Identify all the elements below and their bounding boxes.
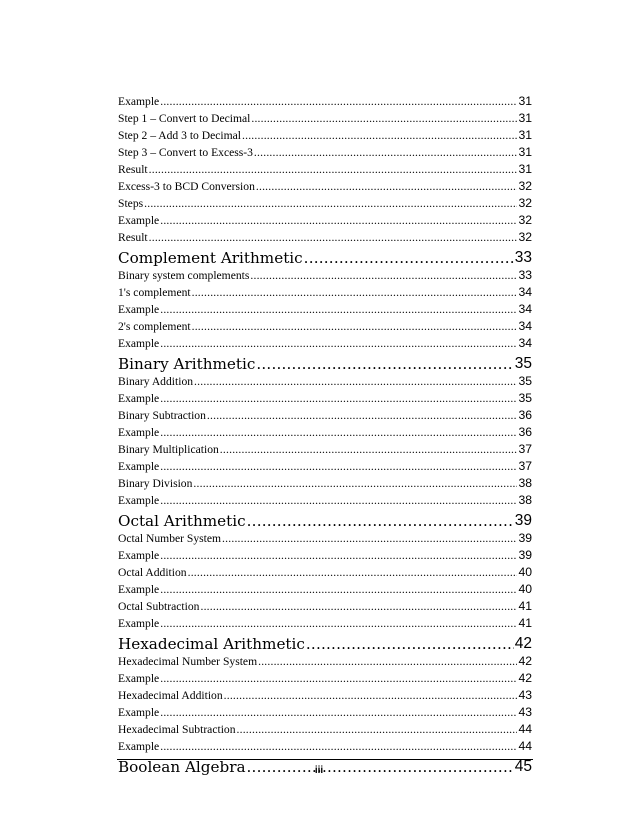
toc-entry-page-number: 36 (518, 424, 532, 439)
toc-entry-title: Example (118, 672, 160, 686)
toc-entry-page-number: 38 (518, 492, 532, 507)
toc-entry-page-number: 41 (518, 615, 532, 630)
toc-entry-page-number: 31 (518, 94, 532, 108)
toc-entry-title: Example (118, 549, 160, 563)
dot-leader (237, 723, 518, 736)
toc-entry-title: Step 1 – Convert to Decimal (118, 111, 251, 125)
dot-leader (160, 426, 517, 439)
toc-entry-page-number: 44 (518, 722, 532, 736)
toc-entry-page-number: 35 (514, 355, 532, 373)
footer-divider (117, 759, 533, 760)
dot-leader (254, 146, 518, 159)
toc-section-entry[interactable] (118, 336, 532, 353)
toc-entry-title: Complement Arithmetic (118, 248, 303, 267)
toc-entry-title: Example (118, 302, 160, 316)
toc-section-entry[interactable] (118, 688, 532, 705)
dot-leader (160, 672, 517, 685)
dot-leader (304, 249, 514, 267)
toc-section-entry[interactable] (118, 722, 532, 739)
toc-entry-page-number: 35 (518, 391, 532, 406)
toc-entry-page-number: 34 (518, 301, 532, 316)
toc-entry-page-number: 32 (518, 229, 532, 244)
toc-entry-title: 1's complement (118, 285, 191, 299)
toc-entry-title: Example (118, 459, 160, 473)
dot-leader (144, 197, 517, 210)
toc-entry-page-number: 34 (518, 318, 532, 333)
toc-entry-page-number: 31 (518, 161, 532, 176)
toc-entry-page-number: 31 (518, 127, 532, 142)
toc-chapter-entry[interactable] (118, 353, 532, 375)
table-of-contents (118, 94, 532, 777)
toc-section-entry[interactable] (118, 94, 532, 111)
dot-leader (192, 320, 518, 333)
toc-section-entry[interactable] (118, 162, 532, 179)
toc-entry-page-number: 33 (518, 267, 532, 282)
toc-entry-page-number: 39 (514, 512, 532, 530)
toc-section-entry[interactable] (118, 616, 532, 633)
toc-entry-title: Binary Division (118, 476, 193, 490)
toc-section-entry[interactable] (118, 476, 532, 493)
toc-entry-page-number: 43 (518, 705, 532, 720)
toc-entry-page-number: 39 (518, 531, 532, 546)
dot-leader (207, 409, 518, 422)
dot-leader (200, 600, 517, 613)
toc-section-entry[interactable] (118, 230, 532, 247)
toc-section-entry[interactable] (118, 145, 532, 162)
dot-leader (160, 460, 517, 473)
toc-entry-page-number: 32 (518, 212, 532, 227)
dot-leader (242, 129, 517, 142)
toc-entry-page-number: 32 (518, 195, 532, 210)
toc-entry-page-number: 42 (518, 654, 532, 669)
dot-leader (160, 337, 517, 350)
toc-entry-page-number: 35 (518, 374, 532, 389)
toc-section-entry[interactable] (118, 128, 532, 145)
dot-leader (160, 95, 517, 108)
toc-entry-title: Binary Subtraction (118, 409, 206, 422)
toc-entry-page-number: 37 (518, 458, 532, 473)
toc-entry-page-number: 45 (514, 758, 532, 776)
toc-entry-page-number: 40 (518, 565, 532, 579)
toc-entry-page-number: 42 (518, 671, 532, 686)
dot-leader (194, 375, 517, 388)
toc-entry-title: Example (118, 95, 160, 108)
toc-entry-title: Hexadecimal Subtraction (118, 723, 236, 736)
toc-entry-title: Hexadecimal Addition (118, 689, 223, 703)
toc-entry-page-number: 43 (518, 688, 532, 703)
toc-entry-title: Example (118, 336, 160, 350)
toc-section-entry[interactable] (118, 268, 532, 285)
dot-leader (160, 706, 517, 719)
toc-entry-title: Example (118, 739, 160, 753)
toc-section-entry[interactable] (118, 705, 532, 722)
toc-entry-title: Boolean Algebra (118, 758, 246, 777)
dot-leader (258, 655, 517, 668)
toc-chapter-entry[interactable] (118, 246, 532, 268)
toc-entry-title: Example (118, 392, 160, 406)
toc-section-entry[interactable] (118, 548, 532, 565)
dot-leader (251, 112, 517, 125)
toc-section-entry[interactable] (118, 196, 532, 213)
toc-entry-title: Octal Arithmetic (118, 512, 246, 531)
dot-leader (149, 163, 518, 176)
toc-entry-page-number: 36 (518, 408, 532, 422)
toc-section-entry[interactable] (118, 493, 532, 510)
toc-entry-page-number: 34 (518, 335, 532, 350)
dot-leader (306, 635, 514, 653)
toc-entry-title: Octal Subtraction (118, 599, 200, 613)
toc-entry-title: Example (118, 616, 160, 630)
toc-entry-title: Binary system complements (118, 268, 250, 282)
toc-entry-title: Excess-3 to BCD Conversion (118, 179, 255, 193)
toc-entry-page-number: 44 (518, 738, 532, 753)
toc-entry-title: Steps (118, 196, 144, 210)
dot-leader (188, 566, 518, 579)
dot-leader (160, 583, 517, 596)
toc-entry-title: Example (118, 425, 160, 439)
toc-section-entry[interactable] (118, 408, 532, 425)
toc-entry-page-number: 40 (518, 581, 532, 596)
dot-leader (224, 689, 518, 702)
toc-entry-page-number: 39 (518, 548, 532, 563)
toc-entry-title: Example (118, 706, 160, 720)
toc-entry-title: Result (118, 230, 148, 244)
toc-section-entry[interactable] (118, 565, 532, 582)
toc-entry-title: Binary Multiplication (118, 442, 219, 456)
toc-entry-title: 2's complement (118, 319, 191, 333)
toc-entry-title: Hexadecimal Arithmetic (118, 635, 305, 654)
toc-entry-page-number: 33 (514, 248, 532, 266)
toc-chapter-entry[interactable] (118, 510, 532, 532)
toc-entry-page-number: 31 (518, 144, 532, 159)
toc-section-entry[interactable] (118, 442, 532, 459)
toc-entry-page-number: 31 (518, 110, 532, 125)
toc-section-entry[interactable] (118, 459, 532, 476)
toc-entry-title: Binary Arithmetic (118, 355, 256, 374)
dot-leader (160, 494, 517, 507)
toc-entry-page-number: 38 (518, 475, 532, 490)
toc-section-entry[interactable] (118, 582, 532, 599)
toc-entry-title: Example (118, 582, 160, 596)
toc-section-entry[interactable] (118, 285, 532, 302)
toc-section-entry[interactable] (118, 654, 532, 671)
toc-entry-title: Octal Number System (118, 532, 222, 546)
dot-leader (160, 617, 517, 630)
toc-entry-page-number: 34 (518, 284, 532, 299)
toc-section-entry[interactable] (118, 599, 532, 616)
toc-entry-title: Result (118, 162, 148, 176)
toc-entry-title: Example (118, 213, 160, 227)
dot-leader (160, 549, 517, 562)
dot-leader (250, 269, 517, 282)
toc-section-entry[interactable] (118, 671, 532, 688)
toc-section-entry[interactable] (118, 425, 532, 442)
dot-leader (160, 303, 517, 316)
toc-entry-page-number: 42 (514, 635, 532, 653)
dot-leader (160, 740, 517, 753)
toc-section-entry[interactable] (118, 302, 532, 319)
toc-section-entry[interactable] (118, 319, 532, 336)
toc-entry-page-number: 32 (518, 178, 532, 193)
toc-section-entry[interactable] (118, 374, 532, 391)
toc-section-entry[interactable] (118, 213, 532, 230)
toc-entry-title: Example (118, 493, 160, 507)
dot-leader (220, 443, 518, 456)
toc-entry-title: Step 3 – Convert to Excess-3 (118, 145, 253, 159)
toc-entry-title: Step 2 – Add 3 to Decimal (118, 128, 242, 142)
dot-leader (256, 355, 513, 373)
toc-entry-title: Hexadecimal Number System (118, 655, 258, 669)
dot-leader (256, 180, 518, 193)
toc-entry-page-number: 41 (518, 598, 532, 613)
toc-entry-title: Octal Addition (118, 566, 187, 579)
toc-chapter-entry[interactable] (118, 633, 532, 655)
toc-section-entry[interactable] (118, 111, 532, 128)
toc-entry-page-number: 37 (518, 441, 532, 456)
page-number: iii (314, 765, 324, 776)
toc-section-entry[interactable] (118, 391, 532, 408)
dot-leader (247, 512, 514, 530)
dot-leader (193, 477, 517, 490)
toc-entry-title: Binary Addition (118, 375, 194, 389)
dot-leader (222, 532, 517, 545)
dot-leader (149, 231, 518, 244)
toc-section-entry[interactable] (118, 739, 532, 756)
dot-leader (160, 214, 517, 227)
dot-leader (192, 286, 518, 299)
dot-leader (160, 392, 517, 405)
toc-section-entry[interactable] (118, 179, 532, 196)
toc-section-entry[interactable] (118, 531, 532, 548)
